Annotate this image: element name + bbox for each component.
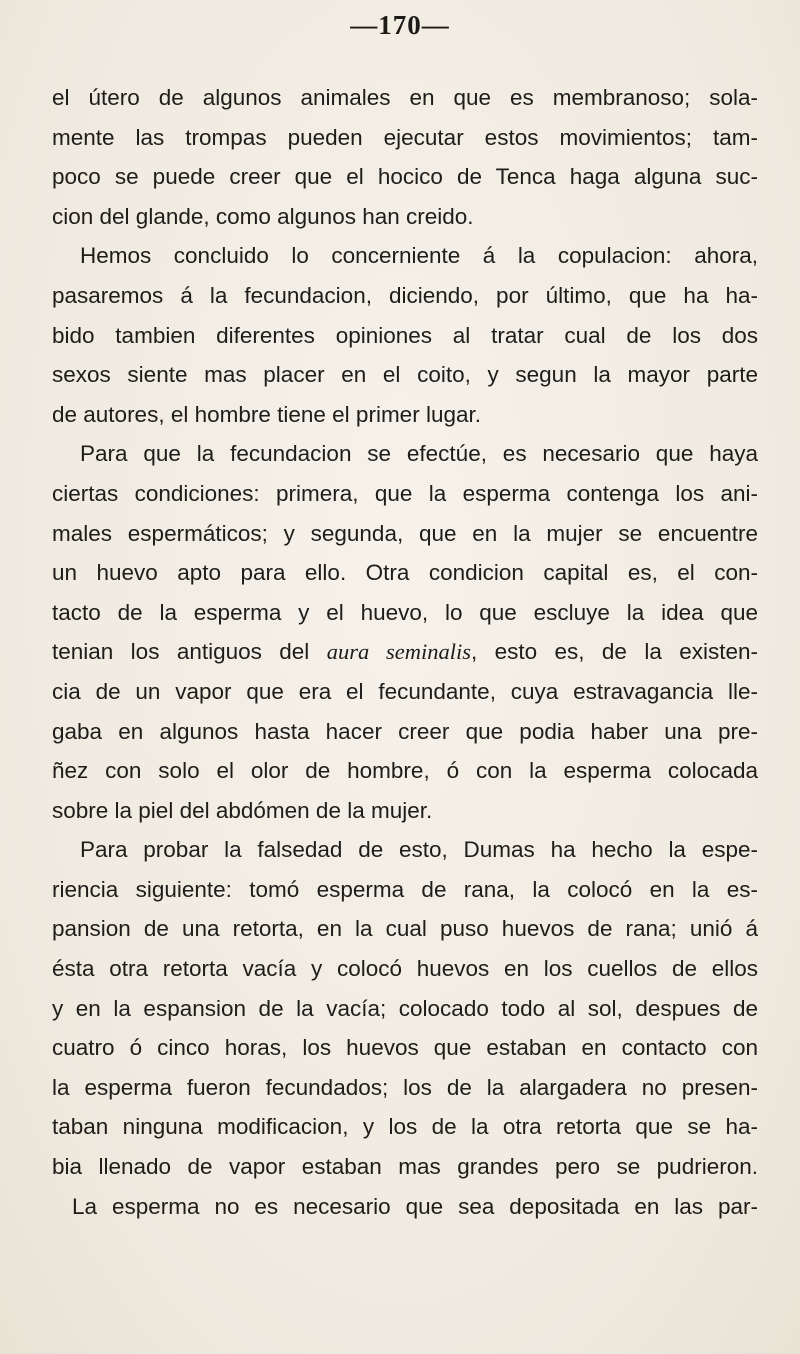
- italic-latin-term: aura seminalis: [326, 639, 471, 665]
- text-line: pasaremos á la fecundacion, diciendo, por último, que ha ha-: [52, 282, 758, 308]
- text-line: Para probar la falsedad de esto, Dumas ha hecho la espe-: [80, 837, 758, 863]
- text-line: males espermáticos; y segunda, que en la mujer se encuentre: [52, 520, 758, 546]
- text-line: y en la espansion de la vacía; colocado todo al sol, despues de: [52, 995, 758, 1021]
- text-line: taban ninguna modificacion, y los de la otra retorta que se ha-: [52, 1114, 758, 1140]
- text-line: poco se puede creer que el hocico de Tenca haga alguna suc-: [52, 164, 758, 190]
- text-line: tacto de la esperma y el huevo, lo que escluye la idea que: [52, 599, 758, 625]
- text-line: mente las trompas pueden ejecutar estos movimientos; tam-: [52, 124, 758, 150]
- text-line: riencia siguiente: tomó esperma de rana, la colocó en la es-: [52, 876, 758, 902]
- text-segment: tenian los antiguos del: [52, 639, 327, 665]
- text-line: bia llenado de vapor estaban mas grandes pero se pudrieron.: [52, 1154, 758, 1180]
- text-line: Hemos concluido lo concerniente á la copulacion: ahora,: [80, 243, 758, 269]
- text-line: ésta otra retorta vacía y colocó huevos en los cuellos de ellos: [52, 956, 758, 982]
- body-text: [52, 78, 758, 1226]
- text-line: ñez con solo el olor de hombre, ó con la esperma colocada: [52, 758, 758, 784]
- text-line: gaba en algunos hasta hacer creer que podia haber una pre-: [52, 718, 758, 744]
- text-line: cion del glande, como algunos han creido.: [52, 203, 474, 229]
- text-line: sexos siente mas placer en el coito, y segun la mayor parte: [52, 362, 758, 388]
- text-line: de autores, el hombre tiene el primer lugar.: [52, 401, 481, 427]
- text-line: sobre la piel del abdómen de la mujer.: [52, 797, 433, 823]
- text-line: pansion de una retorta, en la cual puso huevos de rana; unió á: [52, 916, 758, 942]
- text-line-with-italic: [52, 632, 758, 672]
- text-line: cia de un vapor que era el fecundante, cuya estravagancia lle-: [52, 678, 758, 704]
- text-line: un huevo apto para ello. Otra condicion capital es, el con-: [52, 560, 758, 586]
- text-line: bido tambien diferentes opiniones al tratar cual de los dos: [52, 322, 758, 348]
- text-line: ciertas condiciones: primera, que la esperma contenga los ani-: [52, 480, 758, 506]
- text-line: cuatro ó cinco horas, los huevos que estaban en contacto con: [52, 1035, 758, 1061]
- text-line: la esperma fueron fecundados; los de la alargadera no presen-: [52, 1074, 758, 1100]
- text-line: el útero de algunos animales en que es membranoso; sola-: [52, 85, 758, 110]
- text-line: Para que la fecundacion se efectúe, es necesario que haya: [80, 441, 758, 467]
- page-number: —170—: [350, 10, 450, 40]
- text-segment: , esto es, de la existen-: [470, 639, 758, 665]
- text-line: La esperma no es necesario que sea depositada en las par-: [72, 1193, 758, 1219]
